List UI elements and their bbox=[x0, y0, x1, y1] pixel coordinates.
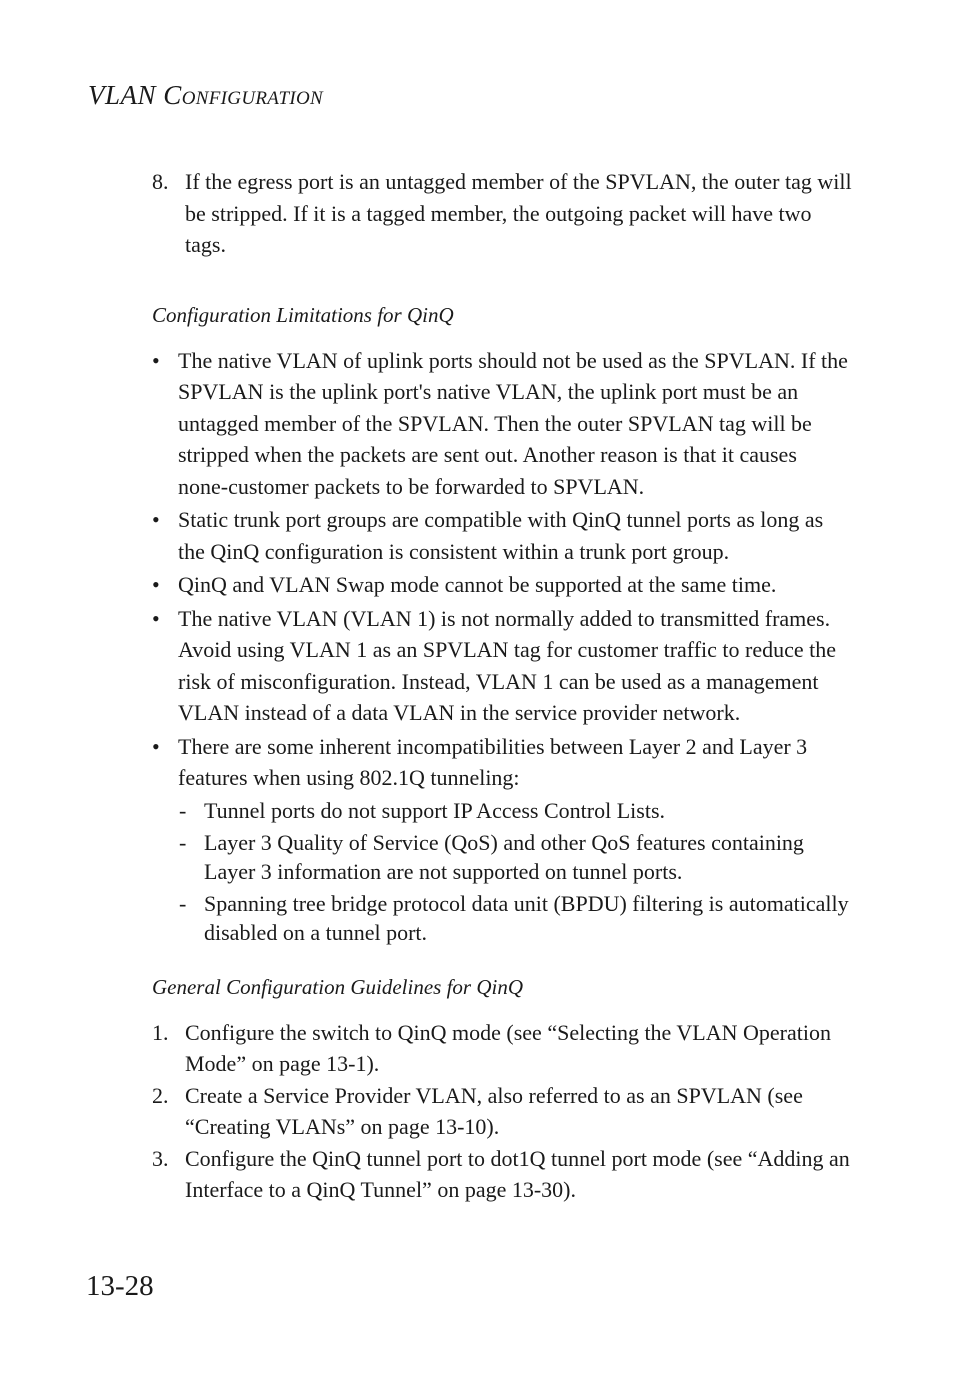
bullet-text: The native VLAN (VLAN 1) is not normally added to transmitted frames. Avoid using VLAN 1 as an SPVLAN tag for customer traffic to reduce the risk of misconfiguration. Instead, VLAN 1 can be used as a management VLAN instead of a data VLAN in the service provider network. bbox=[178, 605, 837, 725]
bullet-item bbox=[152, 569, 852, 601]
bullet-item bbox=[152, 504, 852, 567]
step-text: Configure the QinQ tunnel port to dot1Q tunnel port mode (see “Adding an Interface to a QinQ Tunnel” on page 13-30). bbox=[185, 1145, 850, 1202]
sub-item-text: Spanning tree bridge protocol data unit (BPDU) filtering is automatically disabled on a tunnel port. bbox=[204, 890, 849, 945]
bullet-text: QinQ and VLAN Swap mode cannot be supported at the same time. bbox=[178, 572, 777, 597]
bullet-item bbox=[152, 603, 852, 729]
guideline-step-1 bbox=[152, 1017, 852, 1080]
step-number: 8. bbox=[152, 169, 169, 194]
page-number: 13-28 bbox=[86, 1270, 154, 1302]
bullet-marker: • bbox=[152, 733, 160, 759]
bullet-text: The native VLAN of uplink ports should not be used as the SPVLAN. If the SPVLAN is the uplink port's native VLAN, the uplink port must be an untagged member of the SPVLAN. Then the outer SPVLAN tag will be stripped when the packets are sent out. Another reason is that it causes none-customer packets to be forwarded to SPVLAN. bbox=[178, 347, 848, 499]
step-number: 1. bbox=[152, 1019, 169, 1045]
bullet-marker: • bbox=[152, 507, 160, 532]
step-number: 3. bbox=[152, 1145, 169, 1171]
bullet-text: There are some inherent incompatibilities between Layer 2 and Layer 3 features when using 802.1Q tunneling: bbox=[178, 733, 808, 790]
guideline-step-3 bbox=[152, 1143, 852, 1206]
dash-marker: - bbox=[179, 797, 187, 823]
limitations-heading: Configuration Limitations for QinQ bbox=[152, 302, 454, 327]
guidelines-heading: General Configuration Guidelines for QinQ bbox=[152, 974, 523, 999]
step-text: Create a Service Provider VLAN, also referred to as an SPVLAN (see “Creating VLANs” on page 13-10). bbox=[185, 1082, 803, 1139]
running-header-title: VLAN C bbox=[88, 80, 182, 110]
bullet-item bbox=[152, 731, 852, 794]
guideline-step-2 bbox=[152, 1080, 852, 1143]
bullet-marker: • bbox=[152, 605, 160, 631]
step-text: Configure the switch to QinQ mode (see “Selecting the VLAN Operation Mode” on page 13-1). bbox=[185, 1019, 831, 1076]
sub-item-text: Layer 3 Quality of Service (QoS) and other QoS features containing Layer 3 information are not supported on tunnel ports. bbox=[204, 829, 804, 884]
running-header bbox=[88, 80, 323, 111]
bullet-marker: • bbox=[152, 572, 160, 597]
sub-list-item bbox=[152, 828, 852, 886]
step-8 bbox=[152, 166, 852, 261]
bullet-marker: • bbox=[152, 347, 160, 373]
sub-list-item bbox=[152, 796, 852, 825]
bullet-item bbox=[152, 345, 852, 503]
dash-marker: - bbox=[179, 890, 187, 916]
step-text: If the egress port is an untagged member of the SPVLAN, the outer tag will be stripped. If it is a tagged member, the outgoing packet will have two tags. bbox=[185, 169, 852, 257]
dash-marker: - bbox=[179, 829, 187, 855]
running-header-smallcaps: ONFIGURATION bbox=[181, 88, 323, 109]
sub-list-item bbox=[152, 889, 852, 947]
bullet-text: Static trunk port groups are compatible with QinQ tunnel ports as long as the QinQ configuration is consistent within a trunk port group. bbox=[178, 507, 824, 564]
sub-item-text: Tunnel ports do not support IP Access Control Lists. bbox=[204, 797, 666, 823]
page-body bbox=[152, 166, 852, 1206]
step-number: 2. bbox=[152, 1082, 169, 1108]
